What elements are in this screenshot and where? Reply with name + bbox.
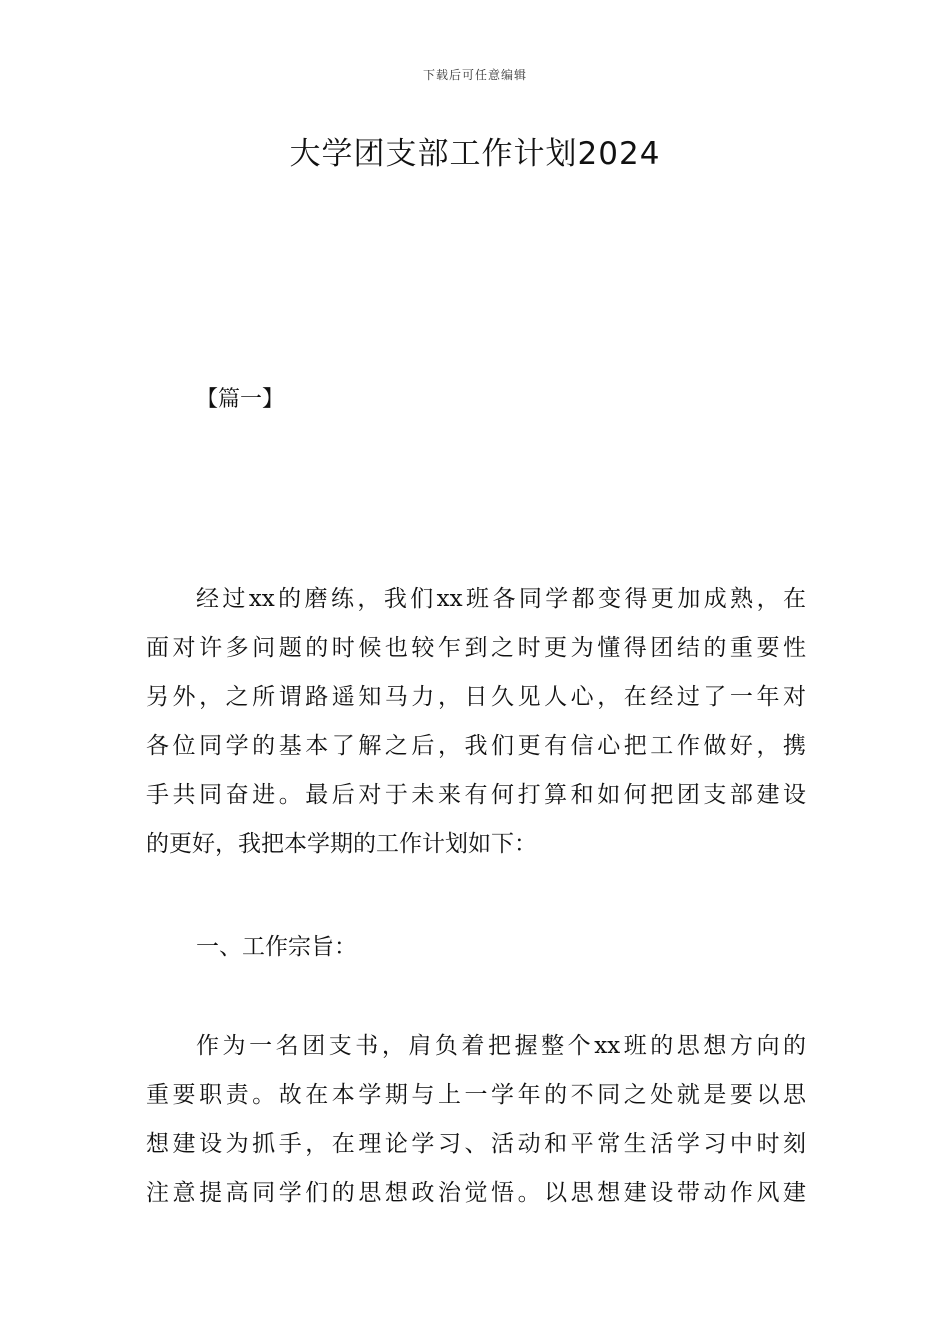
paragraph-line: 作为一名团支书，肩负着把握整个xx班的思想方向的 (196, 1033, 806, 1059)
paragraph-line: 手共同奋进。最后对于未来有何打算和如何把团支部建设 (146, 782, 806, 808)
paragraph-purpose (146, 1022, 806, 1218)
paragraph-line: 想建设为抓手，在理论学习、活动和平常生活学习中时刻 (146, 1131, 806, 1157)
paragraph-line: 注意提高同学们的思想政治觉悟。以思想建设带动作风建 (146, 1180, 806, 1206)
paragraph-line: 重要职责。故在本学期与上一学年的不同之处就是要以思 (146, 1082, 806, 1108)
paragraph-line: 各位同学的基本了解之后，我们更有信心把工作做好，携 (146, 733, 806, 759)
paragraph-line: 另外，之所谓路遥知马力，日久见人心，在经过了一年对 (146, 684, 806, 710)
section-heading: 一、工作宗旨： (196, 934, 357, 960)
paragraph-line: 面对许多问题的时候也较乍到之时更为懂得团结的重要性 (146, 635, 806, 661)
document-title: 大学团支部工作计划2024 (289, 136, 661, 172)
paragraph-line: 经过xx的磨练，我们xx班各同学都变得更加成熟，在 (196, 586, 806, 612)
header-note: 下载后可任意编辑 (422, 68, 527, 82)
paragraph-intro (146, 575, 806, 869)
section-tag: 【篇一】 (196, 387, 285, 412)
paragraph-line: 的更好，我把本学期的工作计划如下： (146, 831, 537, 857)
